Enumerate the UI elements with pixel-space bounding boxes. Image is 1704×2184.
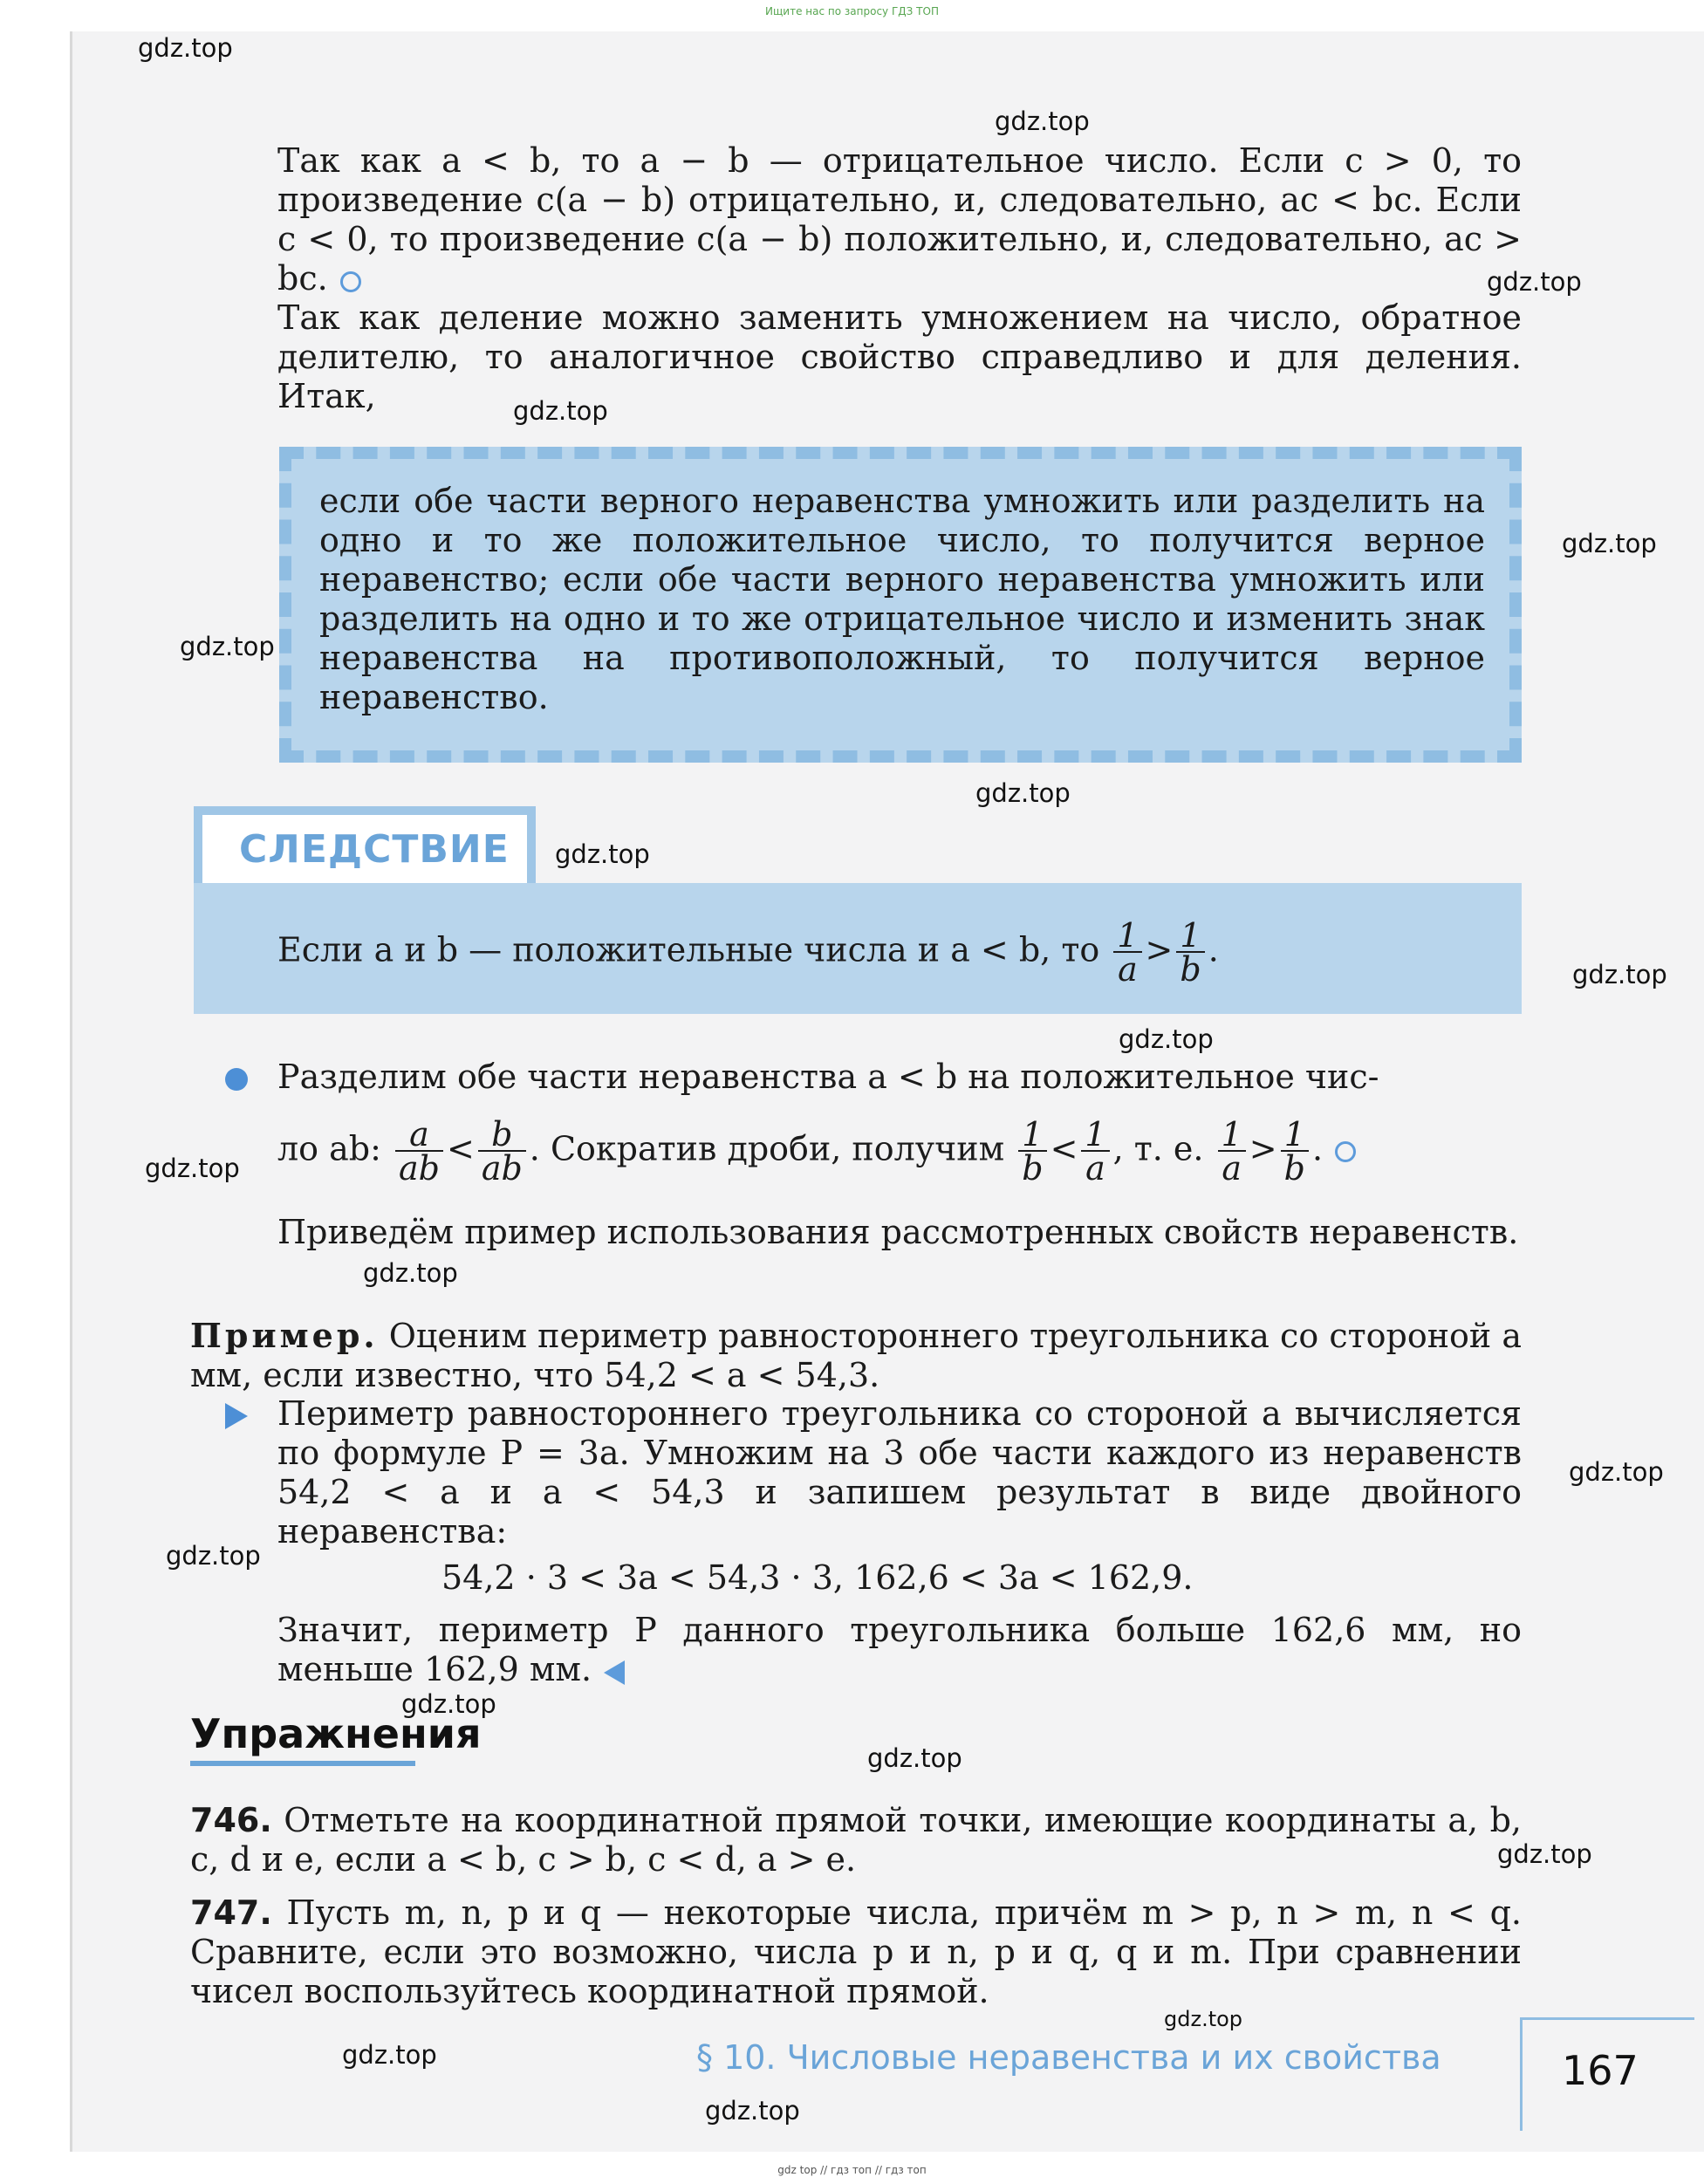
exercises-heading: Упражнения — [190, 1710, 482, 1757]
proof-paragraph — [190, 141, 1522, 298]
fraction: $\frac{1}{a}$ — [1113, 920, 1141, 986]
relation-sign: > — [1145, 930, 1174, 969]
solution-block — [277, 1394, 1522, 1551]
watermark: gdz.top — [1562, 529, 1657, 558]
footer-title: § 10. Числовые неравенства и их свойства — [696, 2038, 1441, 2077]
exercise-number: 747. — [190, 1893, 272, 1932]
watermark: gdz.top — [1569, 1457, 1664, 1487]
example-intro — [190, 1213, 1522, 1252]
watermark: gdz.top — [705, 2096, 800, 2126]
watermark: gdz.top — [363, 1258, 458, 1288]
watermark: gdz.top — [555, 839, 650, 869]
conclusion-block — [277, 1611, 1522, 1689]
exercise-item — [190, 1801, 1522, 1879]
watermark: gdz.top — [166, 1541, 261, 1571]
formula: 54,2 · 3 < 3a < 54,3 · 3, 162,6 < 3a < 162,9. — [441, 1558, 1194, 1597]
conclusion-text: Значит, периметр P данного треугольника больше 162,6 мм, но меньше 162,9 мм. — [277, 1611, 1522, 1688]
footer-note: gdz top // гдз топ // гдз топ — [777, 2164, 927, 2176]
watermark: gdz.top — [180, 632, 275, 661]
watermark: gdz.top — [995, 106, 1090, 136]
exercise-number: 746. — [190, 1801, 272, 1839]
solution-end-icon — [604, 1660, 625, 1685]
example-text: Оценим периметр равностороннего треугольника со стороной a мм, если известно, что 54,2 < a < 54,3. — [190, 1317, 1522, 1394]
watermark: gdz.top — [1119, 1024, 1214, 1054]
watermark: gdz.top — [975, 778, 1071, 808]
proof-end-icon — [340, 271, 361, 292]
example-block — [190, 1316, 1522, 1395]
rule-text: если обе части верного неравенства умножить или разделить на одно и то же положительное число, то получится верное неравенство; если обе части верного неравенства умножить или разделить на одно и то же отрицательное число и изменить знак неравенства на противоположный, то получится верное неравенство. — [319, 482, 1485, 716]
corollary-tab — [194, 806, 536, 883]
page-number: 167 — [1562, 2047, 1639, 2094]
corollary-statement: Если a и b — положительные числа и a < b, то $\frac{1}{a}$ > $\frac{1}{b}$ . — [277, 916, 1219, 989]
fraction: $\frac{1}{a}$ — [1081, 1119, 1109, 1185]
watermark: gdz.top — [145, 1154, 240, 1183]
proof2-line1: Разделим обе части неравенства a < b на положительное чис- — [277, 1058, 1379, 1096]
heading-underline — [190, 1761, 415, 1766]
division-text: Так как деление можно заменить умножением на число, обратное делителю, то аналогичное свойство справедливо и для деления. — [277, 298, 1522, 376]
corollary-label: СЛЕДСТВИЕ — [239, 827, 510, 872]
proof2-te: , т. е. — [1112, 1129, 1204, 1168]
fraction: $\frac{b}{ab}$ — [478, 1119, 526, 1185]
corollary-text: Если a и b — положительные числа и a < b, то — [277, 930, 1100, 969]
footer-rule — [1520, 2017, 1694, 2020]
proof-text: Так как a < b, то a − b — отрицательное число. Если c > 0, то произведение c(a − b) отрицательно, и, следовательно, ac < bc. Если c < 0, то произведение c(a − b) положительно, и, следовательно, ac > bc. — [277, 141, 1522, 298]
watermark: gdz.top — [1572, 960, 1667, 989]
watermark: gdz.top — [513, 396, 608, 426]
fraction: $\frac{a}{ab}$ — [395, 1119, 443, 1185]
watermark: gdz.top — [342, 2040, 437, 2070]
footer-rule — [1520, 2017, 1523, 2131]
exercise-text: Пусть m, n, p и q — некоторые числа, причём m > p, n > m, n < q. Сравните, если это возможно, числа p и n, p и q, q и m. При сравнении чисел воспользуйтесь координатной прямой. — [190, 1893, 1522, 2010]
itak-text: Итак, — [277, 377, 376, 415]
proof2-prefix: ло ab: — [277, 1129, 381, 1168]
exercise-item — [190, 1893, 1522, 2011]
watermark: gdz.top — [401, 1689, 496, 1719]
watermark: gdz.top — [867, 1743, 962, 1773]
solution-text: Периметр равностороннего треугольника со стороной a вычисляется по формуле P = 3a. Умножим на 3 обе части каждого из неравенств 54,2 < a и a < 54,3 и запишем результат в виде двойного неравенства: — [277, 1394, 1522, 1551]
fraction: $\frac{1}{a}$ — [1218, 1119, 1246, 1185]
watermark: gdz.top — [1164, 2007, 1243, 2031]
proof2-line2: ло ab: $\frac{a}{ab}$ < $\frac{b}{ab}$ . Сократив дроби, получим $\frac{1}{b}$ < $\frac{1}{a}$ , т. е. $\frac{1}{a}$ > $\frac{1}{b}$ . — [277, 1119, 1356, 1185]
proof-start-icon — [225, 1068, 248, 1091]
fraction: $\frac{1}{b}$ — [1176, 920, 1204, 986]
watermark: gdz.top — [1497, 1839, 1592, 1869]
proof2-end-icon — [1335, 1141, 1356, 1162]
watermark: gdz.top — [138, 33, 233, 63]
exercise-text: Отметьте на координатной прямой точки, имеющие координаты a, b, c, d и e, если a < b, c > b, c < d, a > e. — [190, 1801, 1522, 1879]
watermark: gdz.top — [1487, 267, 1582, 297]
example-label: Пример. — [190, 1316, 379, 1355]
header-note: Ищите нас по запросу ГДЗ ТОП — [765, 5, 939, 17]
fraction: $\frac{1}{b}$ — [1281, 1119, 1309, 1185]
example-intro-text: Приведём пример использования рассмотренных свойств неравенств. — [277, 1213, 1519, 1251]
proof2-mid: . Сократив дроби, получим — [529, 1129, 1005, 1168]
fraction: $\frac{1}{b}$ — [1018, 1119, 1046, 1185]
solution-start-icon — [225, 1403, 248, 1429]
division-paragraph — [190, 298, 1522, 416]
